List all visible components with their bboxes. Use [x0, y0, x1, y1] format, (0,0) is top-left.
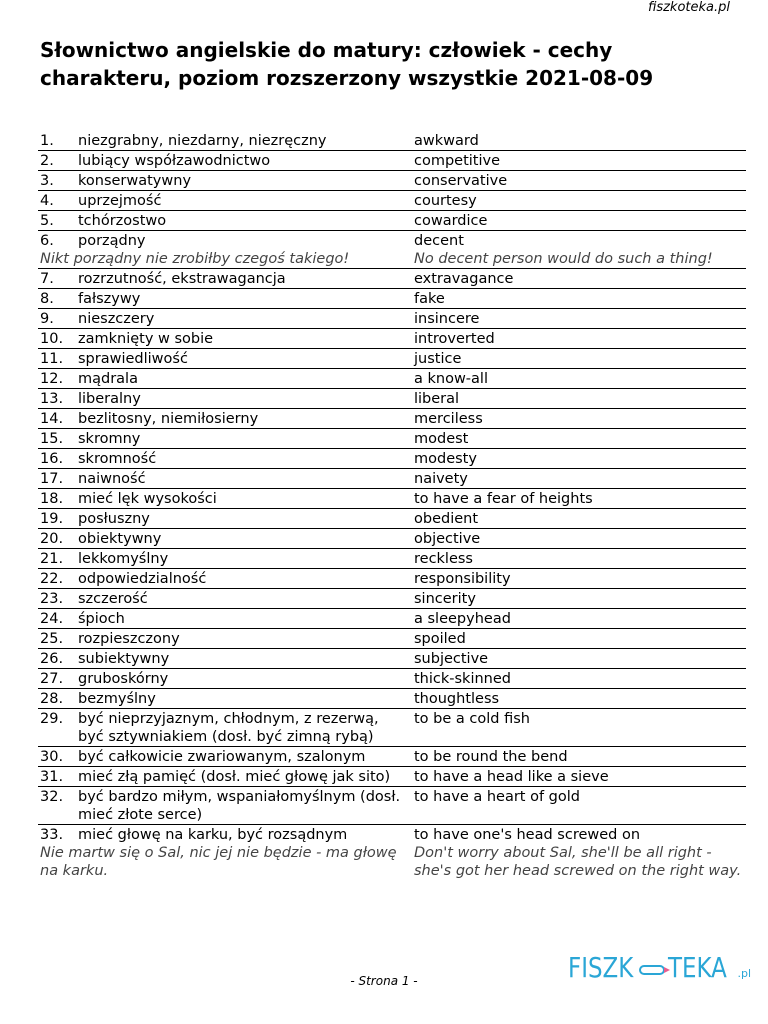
vocab-entry: [38, 825, 746, 880]
entry-english: cowardice: [414, 213, 488, 229]
example-english: No decent person would do such a thing!: [414, 251, 713, 267]
entry-english: merciless: [414, 411, 483, 427]
vocab-entry: [38, 509, 746, 529]
entry-polish: posłuszny: [78, 511, 150, 527]
vocab-entry: [38, 449, 746, 469]
vocab-entry: [38, 689, 746, 709]
entry-polish: obiektywny: [78, 531, 162, 547]
entry-english: to be round the bend: [414, 749, 568, 765]
entry-number: 9.: [40, 311, 54, 327]
entry-polish: fałszywy: [78, 291, 141, 307]
entry-polish: subiektywny: [78, 651, 170, 667]
entry-polish: porządny: [78, 233, 146, 249]
entry-number: 27.: [40, 671, 64, 687]
entry-polish: rozpieszczony: [78, 631, 180, 647]
vocab-entry: [38, 211, 746, 231]
example-sentence: [38, 250, 746, 268]
vocab-entry: [38, 151, 746, 171]
entry-number: 8.: [40, 291, 54, 307]
example-sentence: [38, 844, 746, 880]
entry-english: decent: [414, 233, 464, 249]
vocab-entry: [38, 787, 746, 825]
entry-english: competitive: [414, 153, 501, 169]
entry-number: 20.: [40, 531, 64, 547]
entry-number: 32.: [40, 789, 64, 805]
vocab-entry: [38, 469, 746, 489]
entry-number: 3.: [40, 173, 54, 189]
entry-polish: naiwność: [78, 471, 146, 487]
entry-english: subjective: [414, 651, 489, 667]
entry-number: 22.: [40, 571, 64, 587]
entry-english: insincere: [414, 311, 480, 327]
vocab-entry: [38, 131, 746, 151]
example-polish: Nie martw się o Sal, nic jej nie będzie - ma głowę na karku.: [40, 845, 397, 879]
page-footer: - Strona 1 -: [350, 974, 418, 988]
entry-polish: skromność: [78, 451, 157, 467]
entry-number: 10.: [40, 331, 64, 347]
vocabulary-list: [38, 131, 746, 880]
entry-number: 23.: [40, 591, 64, 607]
entry-number: 28.: [40, 691, 64, 707]
example-english: Don't worry about Sal, she'll be all right - she's got her head screwed on the right way.: [414, 845, 742, 879]
entry-polish: sprawiedliwość: [78, 351, 188, 367]
vocab-entry: [38, 231, 746, 269]
entry-number: 6.: [40, 233, 54, 249]
logo-suffix: .pl: [737, 967, 752, 980]
vocab-entry: [38, 329, 746, 349]
entry-number: 13.: [40, 391, 64, 407]
entry-number: 16.: [40, 451, 64, 467]
entry-number: 7.: [40, 271, 54, 287]
vocab-entry: [38, 549, 746, 569]
entry-polish: lubiący współzawodnictwo: [78, 153, 271, 169]
entry-polish: skromny: [78, 431, 141, 447]
entry-polish: uprzejmość: [78, 193, 162, 209]
entry-number: 25.: [40, 631, 64, 647]
entry-english: justice: [414, 351, 462, 367]
entry-english: conservative: [414, 173, 508, 189]
entry-polish: być całkowicie zwariowanym, szalonym: [78, 749, 366, 765]
entry-english: extravagance: [414, 271, 514, 287]
entry-polish: bezmyślny: [78, 691, 156, 707]
vocab-entry: [38, 489, 746, 509]
entry-number: 12.: [40, 371, 64, 387]
entry-english: to be a cold fish: [414, 711, 530, 727]
entry-number: 24.: [40, 611, 64, 627]
vocab-entry: [38, 569, 746, 589]
vocab-entry: [38, 191, 746, 211]
entry-english: fake: [414, 291, 445, 307]
vocab-entry: [38, 529, 746, 549]
entry-polish: lekkomyślny: [78, 551, 169, 567]
vocab-entry: [38, 747, 746, 767]
vocab-entry: [38, 669, 746, 689]
entry-english: spoiled: [414, 631, 466, 647]
entry-number: 17.: [40, 471, 64, 487]
entry-english: thoughtless: [414, 691, 500, 707]
vocab-entry: [38, 289, 746, 309]
vocab-entry: [38, 767, 746, 787]
entry-polish: bezlitosny, niemiłosierny: [78, 411, 259, 427]
entry-english: to have a heart of gold: [414, 789, 580, 805]
entry-english: objective: [414, 531, 481, 547]
vocab-entry: [38, 409, 746, 429]
entry-number: 4.: [40, 193, 54, 209]
entry-number: 30.: [40, 749, 64, 765]
entry-english: obedient: [414, 511, 479, 527]
entry-number: 21.: [40, 551, 64, 567]
entry-number: 33.: [40, 827, 64, 843]
entry-polish: zamknięty w sobie: [78, 331, 214, 347]
entry-number: 1.: [40, 133, 54, 149]
entry-english: courtesy: [414, 193, 477, 209]
entry-polish: być bardzo miłym, wspaniałomyślnym (dosł. mieć złote serce): [78, 789, 401, 823]
entry-number: 14.: [40, 411, 64, 427]
entry-polish: śpioch: [78, 611, 125, 627]
entry-english: to have a fear of heights: [414, 491, 593, 507]
vocab-entry: [38, 649, 746, 669]
entry-english: introverted: [414, 331, 495, 347]
entry-number: 26.: [40, 651, 64, 667]
entry-english: to have one's head screwed on: [414, 827, 641, 843]
site-url: fiszkoteka.pl: [647, 0, 730, 15]
logo-text-right: TEKA: [667, 951, 727, 984]
vocab-entry: [38, 389, 746, 409]
entry-polish: mieć lęk wysokości: [78, 491, 217, 507]
entry-polish: tchórzostwo: [78, 213, 167, 229]
entry-english: naivety: [414, 471, 468, 487]
entry-number: 15.: [40, 431, 64, 447]
entry-polish: konserwatywny: [78, 173, 192, 189]
vocab-entry: [38, 309, 746, 329]
vocab-entry: [38, 629, 746, 649]
vocab-entry: [38, 609, 746, 629]
entry-polish: liberalny: [78, 391, 141, 407]
entry-polish: niezgrabny, niezdarny, niezręczny: [78, 133, 327, 149]
entry-english: sincerity: [414, 591, 476, 607]
entry-number: 19.: [40, 511, 64, 527]
entry-english: reckless: [414, 551, 473, 567]
entry-english: a know-all: [414, 371, 488, 387]
entry-polish: odpowiedzialność: [78, 571, 207, 587]
vocab-entry: [38, 349, 746, 369]
entry-english: to have a head like a sieve: [414, 769, 609, 785]
entry-polish: być nieprzyjaznym, chłodnym, z rezerwą, być sztywniakiem (dosł. być zimną rybą): [78, 711, 379, 745]
vocab-entry: [38, 429, 746, 449]
entry-english: modest: [414, 431, 469, 447]
vocab-entry: [38, 369, 746, 389]
vocab-entry: [38, 709, 746, 747]
vocab-entry: [38, 269, 746, 289]
entry-polish: mieć złą pamięć (dosł. mieć głowę jak sito): [78, 769, 391, 785]
entry-number: 5.: [40, 213, 54, 229]
vocab-entry: [38, 171, 746, 191]
entry-number: 2.: [40, 153, 54, 169]
entry-polish: szczerość: [78, 591, 148, 607]
entry-polish: nieszczery: [78, 311, 155, 327]
entry-polish: rozrzutność, ekstrawagancja: [78, 271, 286, 287]
entry-number: 18.: [40, 491, 64, 507]
vocab-entry: [38, 589, 746, 609]
example-polish: Nikt porządny nie zrobiłby czegoś takiego!: [40, 251, 350, 267]
entry-number: 31.: [40, 769, 64, 785]
entry-english: thick-skinned: [414, 671, 511, 687]
logo-text-left: FISZK: [568, 951, 634, 984]
entry-english: awkward: [414, 133, 479, 149]
entry-polish: mieć głowę na karku, być rozsądnym: [78, 827, 348, 843]
entry-english: liberal: [414, 391, 460, 407]
entry-number: 29.: [40, 711, 64, 727]
entry-english: a sleepyhead: [414, 611, 511, 627]
page-title: Słownictwo angielskie do matury: człowiek - cechy charakteru, poziom rozszerzony wszystkie 2021-08-09: [40, 38, 654, 90]
entry-english: responsibility: [414, 571, 511, 587]
entry-polish: mądrala: [78, 371, 138, 387]
entry-polish: gruboskórny: [78, 671, 169, 687]
entry-english: modesty: [414, 451, 477, 467]
entry-number: 11.: [40, 351, 64, 367]
